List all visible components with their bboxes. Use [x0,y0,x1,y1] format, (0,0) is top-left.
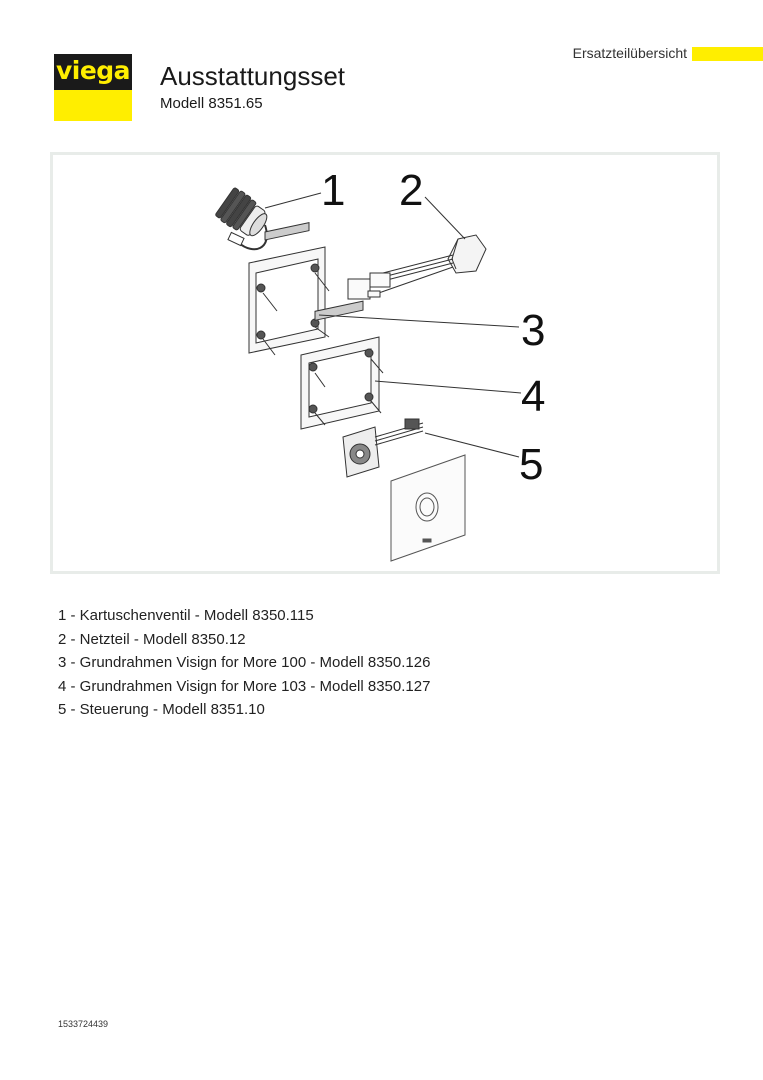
cover-plate-drawing [391,455,465,561]
callout-1: 1 [321,166,346,215]
page-title: Ausstattungsset [160,61,345,91]
control-unit-drawing [343,419,423,477]
callout-2: 2 [399,166,424,215]
mounting-frame-100-drawing [249,223,329,355]
model-subtitle: Modell 8351.65 [160,95,263,112]
logo-yellow-block [54,90,132,121]
callout-3: 3 [521,306,546,355]
exploded-view-drawing [53,155,717,571]
document-type-label: Ersatzteilübersicht [572,45,687,61]
callout-5: 5 [519,440,544,489]
document-number: 1533724439 [58,1019,109,1029]
parts-list [58,604,430,722]
parts-list-item: 5 - Steuerung - Modell 8351.10 [58,701,265,718]
parts-list-item: 3 - Grundrahmen Visign for More 100 - Modell 8350.126 [58,654,431,671]
power-supply-drawing [348,235,486,299]
callout-4: 4 [521,372,546,421]
document-type-marker [692,47,763,61]
logo-wordmark: viega [55,56,131,85]
parts-list-item: 4 - Grundrahmen Visign for More 103 - Modell 8350.127 [58,677,431,695]
parts-list-item: 2 - Netzteil - Modell 8350.12 [58,630,246,648]
exploded-view-figure [50,152,720,574]
parts-list-item: 1 - Kartuschenventil - Modell 8350.115 [58,607,314,624]
viega-logo [54,54,132,121]
cartridge-valve-drawing [214,186,272,249]
